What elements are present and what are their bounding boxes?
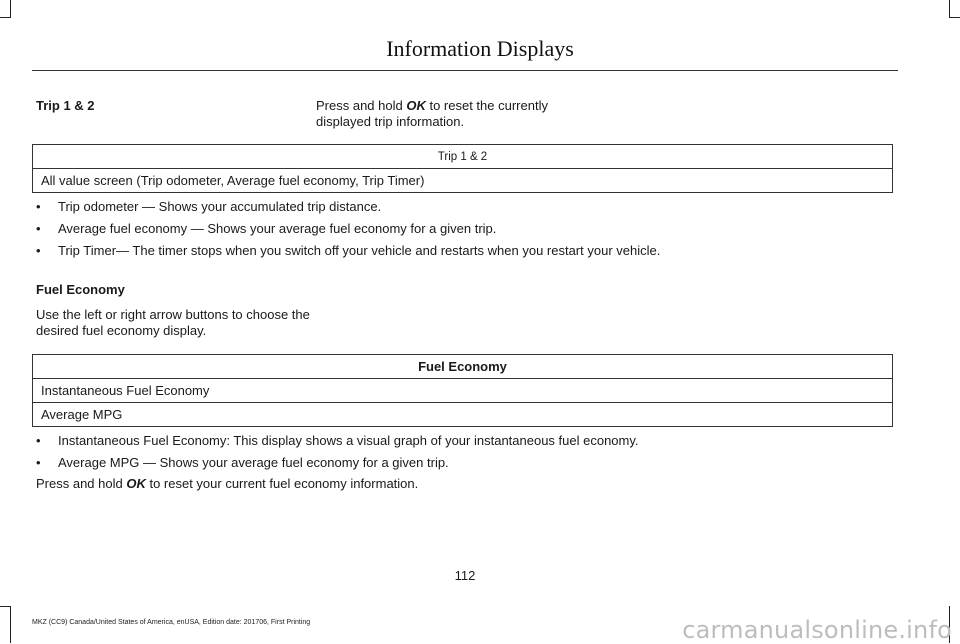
reset-note: [36, 476, 418, 492]
trip-table-header: Trip 1 & 2: [33, 145, 893, 169]
fuel-table-row: Average MPG: [33, 403, 893, 427]
page-number: 112: [454, 568, 476, 583]
ok-key: OK: [406, 98, 426, 113]
reset-note-before: Press and hold: [36, 476, 127, 491]
ok-key: OK: [126, 476, 146, 491]
crop-mark-top-left-h: [0, 17, 11, 18]
fuel-table-header: Fuel Economy: [33, 355, 893, 379]
crop-mark-bottom-left-h: [0, 606, 11, 607]
trip-table-row: All value screen (Trip odometer, Average fuel economy, Trip Timer): [33, 169, 893, 193]
trip-table: [32, 144, 893, 193]
trip-label: Trip 1 & 2: [36, 98, 95, 113]
crop-mark-bottom-left-v: [10, 606, 11, 643]
list-item: • Trip Timer— The timer stops when you switch off your vehicle and restarts when you restart your vehicle.: [32, 243, 912, 265]
page-title: Information Displays: [386, 36, 574, 61]
fuel-economy-heading: Fuel Economy: [36, 282, 125, 297]
fuel-economy-table: [32, 354, 893, 427]
watermark: carmanualsonline.info: [682, 616, 952, 644]
list-item: • Trip odometer — Shows your accumulated trip distance.: [32, 199, 912, 221]
trip-description: [316, 98, 606, 130]
fuel-table-row: Instantaneous Fuel Economy: [33, 379, 893, 403]
fuel-bullet-list: [32, 433, 912, 477]
list-item: • Instantaneous Fuel Economy: This display shows a visual graph of your instantaneous fuel economy.: [32, 433, 912, 455]
fuel-economy-intro: Use the left or right arrow buttons to choose the desired fuel economy display.: [36, 307, 310, 338]
trip-bullet-list: [32, 199, 912, 265]
crop-mark-top-right-v: [949, 0, 950, 18]
list-item: • Average MPG — Shows your average fuel economy for a given trip.: [32, 455, 912, 477]
edition-footer: MKZ (CC9) Canada/United States of America, enUSA, Edition date: 201706, First Printing: [32, 619, 311, 626]
trip-desc-before: Press and hold: [316, 98, 407, 113]
crop-mark-top-left-v: [10, 0, 11, 18]
crop-mark-top-right-h: [949, 17, 960, 18]
header-rule: [32, 70, 898, 71]
trip-desc-after: to reset the currently displayed trip information.: [316, 98, 548, 129]
reset-note-after: to reset your current fuel economy information.: [145, 476, 419, 491]
list-item: • Average fuel economy — Shows your average fuel economy for a given trip.: [32, 221, 912, 243]
